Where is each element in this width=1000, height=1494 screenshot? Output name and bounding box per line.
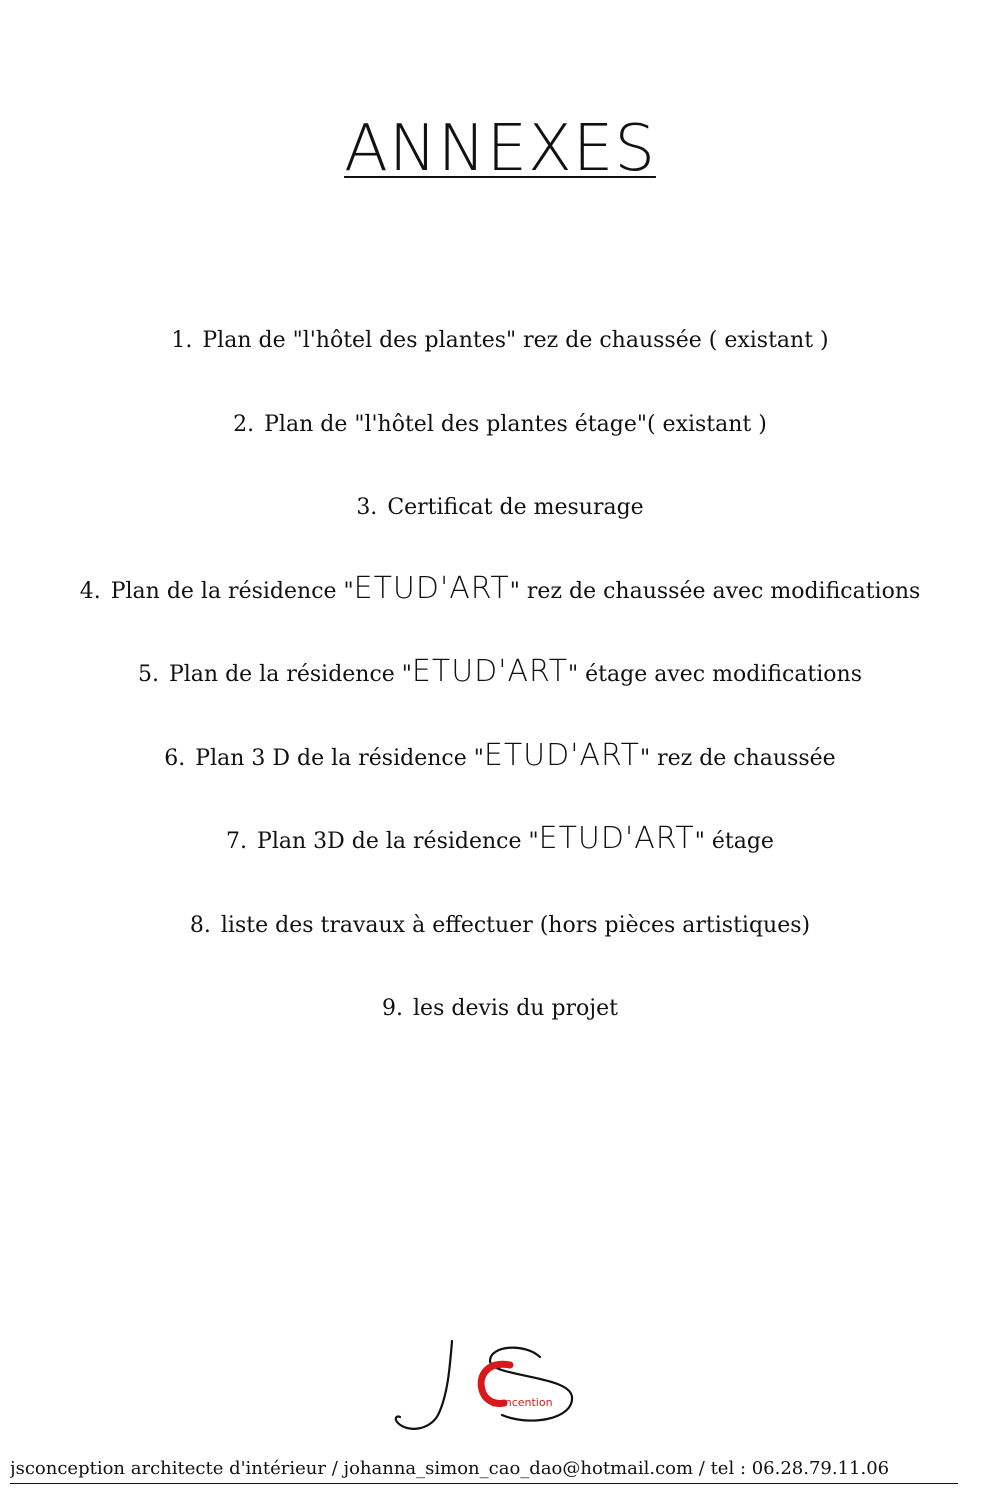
annex-text: Plan de la résidence " xyxy=(110,578,354,604)
annex-item xyxy=(0,736,1000,820)
annex-text: Plan 3 D de la résidence " xyxy=(195,745,484,771)
annex-item xyxy=(0,569,1000,653)
annex-residence-name: ETUD'ART xyxy=(483,737,640,773)
annex-item xyxy=(0,485,1000,569)
annex-text: liste des travaux à effectuer (hors pièces artistiques) xyxy=(220,912,811,938)
logo-text: oncention xyxy=(498,1396,553,1409)
jsconception-logo xyxy=(390,1335,580,1435)
annex-number: 8. xyxy=(189,912,211,938)
annex-residence-name: ETUD'ART xyxy=(411,654,569,689)
footer-contact: jsconception architecte d'intérieur / johanna_simon_cao_dao@hotmail.com / tel : 06.28.79.11.06 xyxy=(10,1455,958,1484)
annex-number: 1. xyxy=(171,328,193,353)
annex-list xyxy=(0,318,1000,1070)
annex-item xyxy=(0,903,1000,987)
annex-text-end: " rez de chaussée xyxy=(639,745,836,771)
logo-j-stroke xyxy=(396,1341,452,1429)
annex-text-end: " rez de chaussée avec modifications xyxy=(509,578,921,604)
annex-text: Certificat de mesurage xyxy=(387,495,644,520)
annex-number: 7. xyxy=(226,829,248,854)
page-title: ANNEXES xyxy=(344,112,656,186)
annex-item xyxy=(0,819,1000,903)
annex-text: Plan de "l'hôtel des plantes étage"( existant ) xyxy=(264,411,767,437)
annex-residence-name: ETUD'ART xyxy=(353,570,510,606)
annex-text-end: " étage avec modifications xyxy=(568,662,863,687)
annex-item xyxy=(0,652,1000,736)
annex-text: les devis du projet xyxy=(413,996,618,1021)
annex-number: 3. xyxy=(356,495,378,520)
annex-number: 2. xyxy=(233,411,255,437)
annex-number: 5. xyxy=(137,662,159,687)
annex-text: Plan de la résidence " xyxy=(168,662,412,687)
annex-item xyxy=(0,986,1000,1070)
logo-drop-icon xyxy=(491,1400,498,1407)
annex-number: 9. xyxy=(382,996,404,1021)
logo-s-stroke xyxy=(490,1348,572,1421)
annex-number: 4. xyxy=(79,578,101,604)
annex-text-end: " étage xyxy=(694,829,774,854)
annex-item xyxy=(0,318,1000,402)
annex-number: 6. xyxy=(164,745,186,771)
annex-residence-name: ETUD'ART xyxy=(538,821,695,856)
annex-text: Plan 3D de la résidence " xyxy=(257,829,539,854)
annex-item xyxy=(0,402,1000,486)
annex-text: Plan de "l'hôtel des plantes" rez de chaussée ( existant ) xyxy=(202,328,829,353)
